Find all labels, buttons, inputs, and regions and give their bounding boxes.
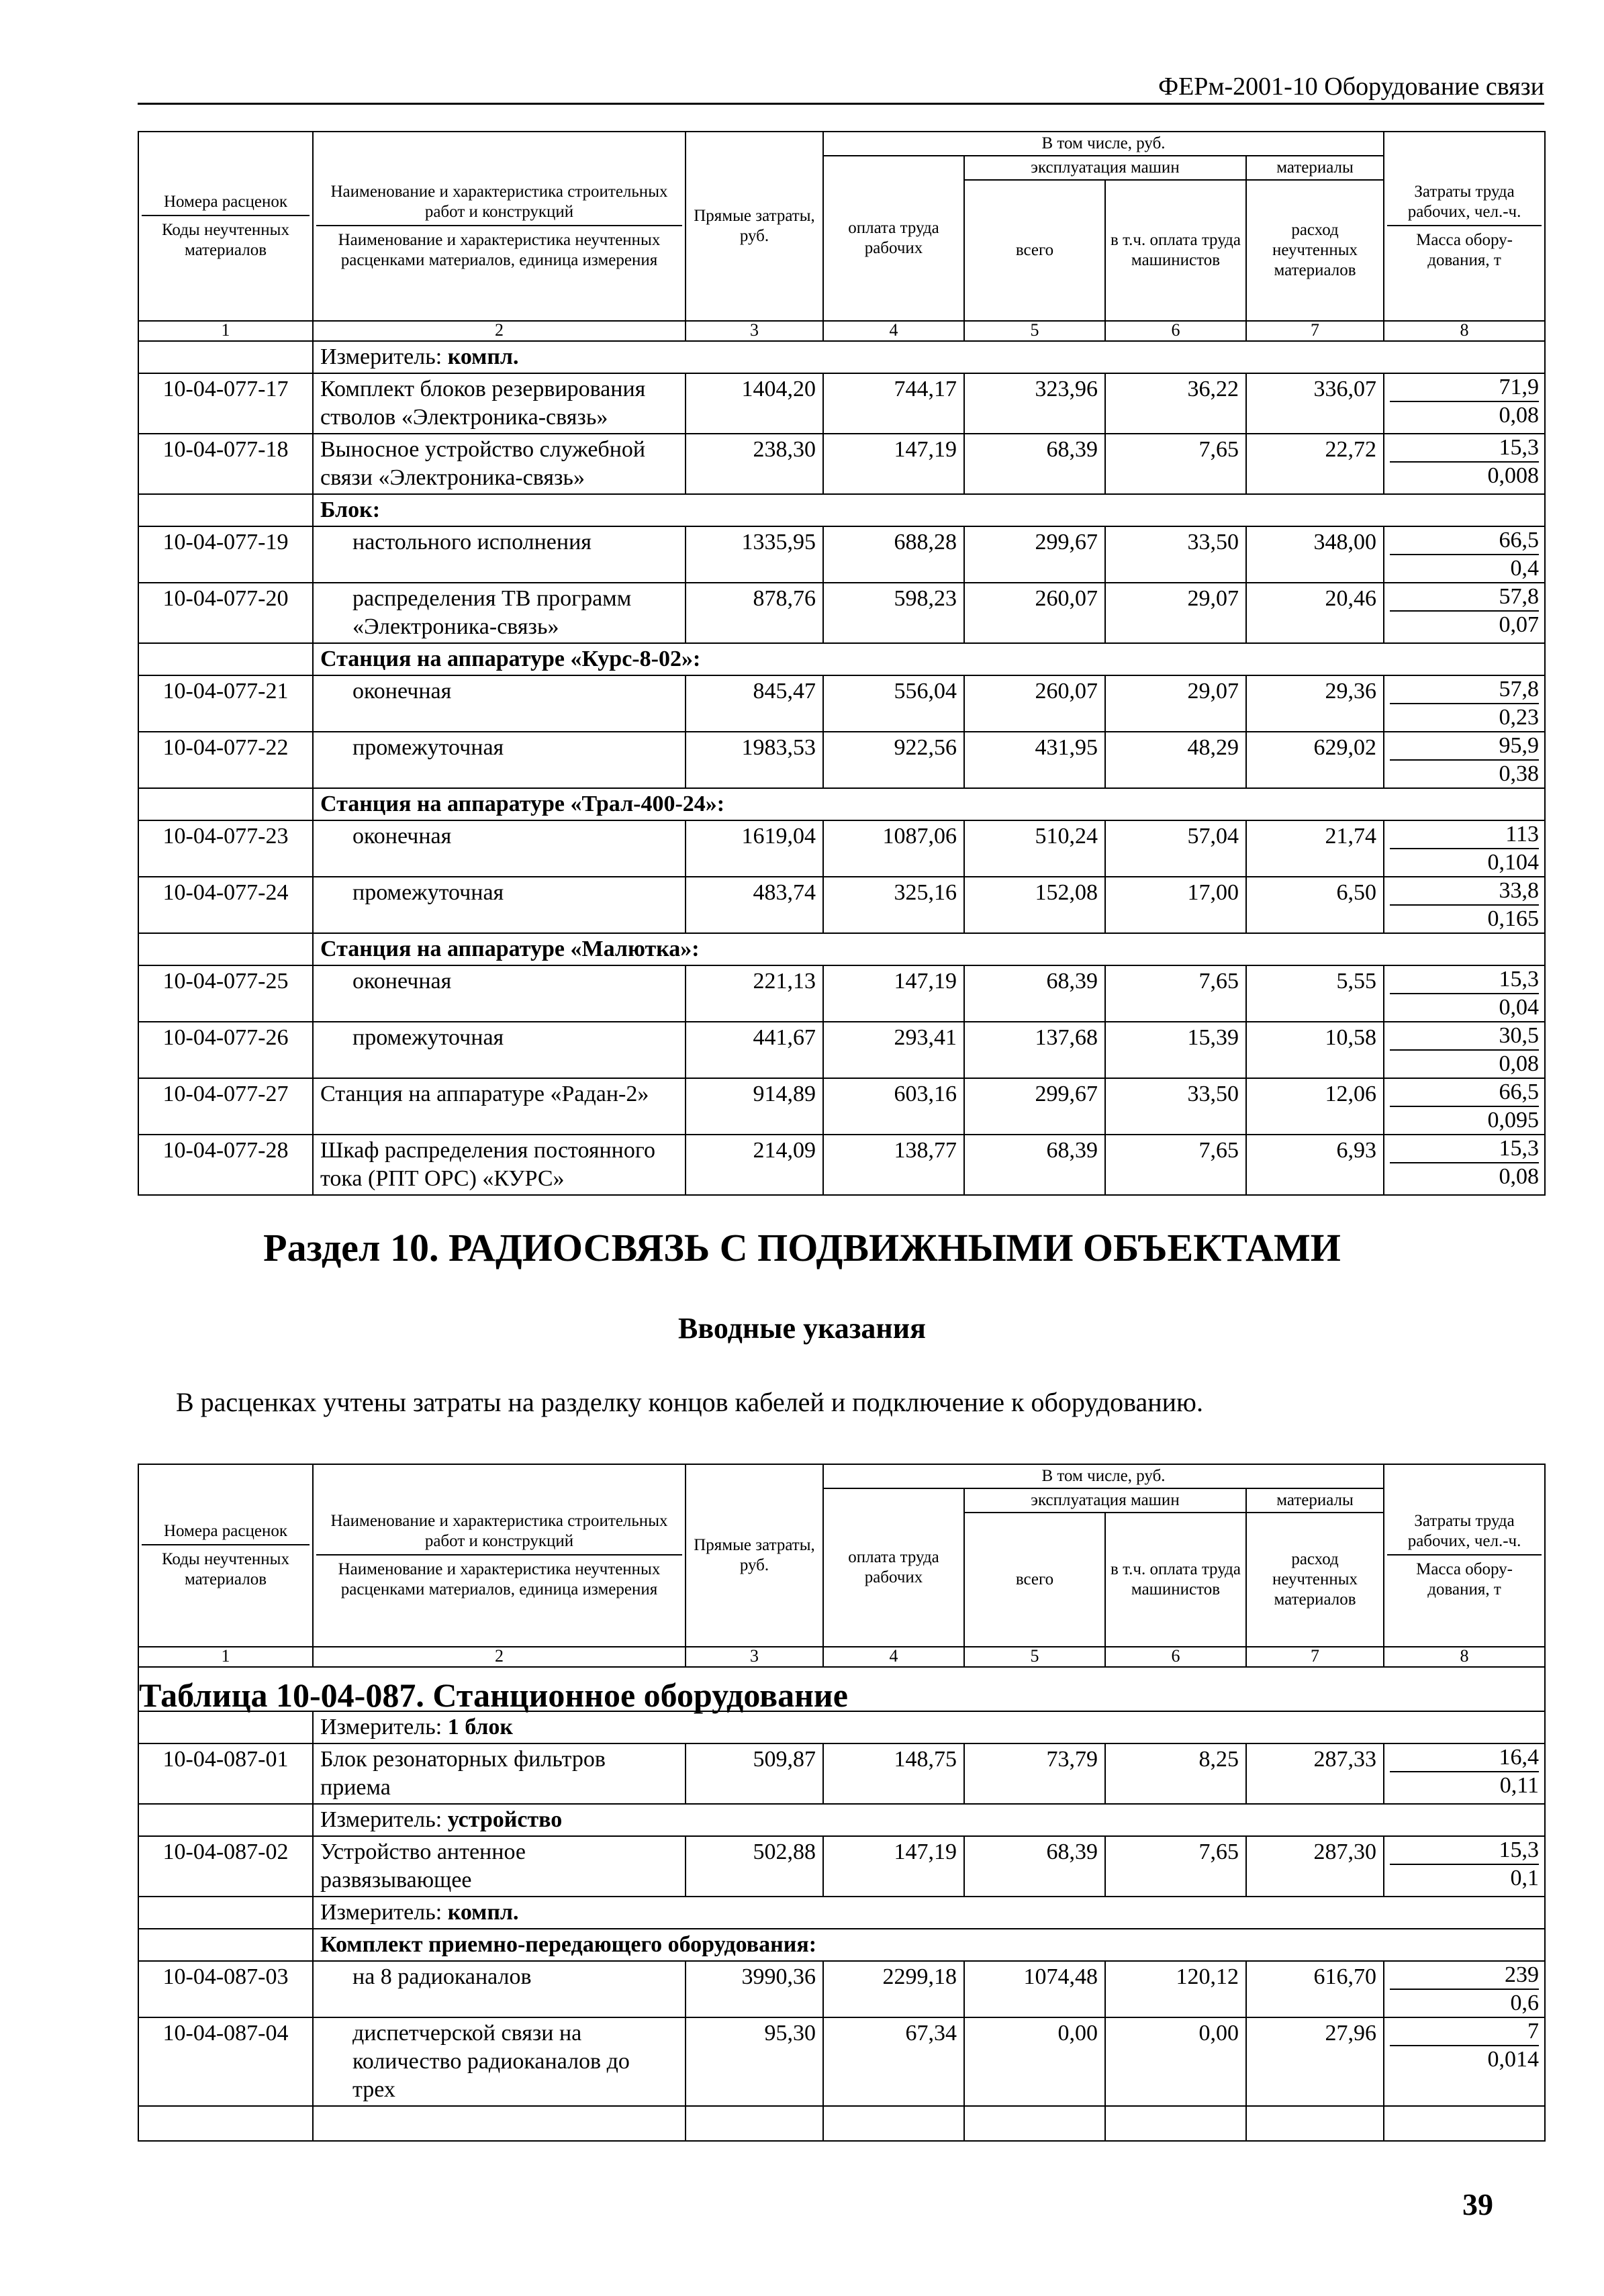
meter-row: Измеритель: компл.: [138, 341, 1545, 373]
meter-row: Измеритель: устройство: [138, 1804, 1545, 1836]
table-row: 10-04-087-01 Блок резонаторных фильтров приема 509,87 148,75 73,79 8,25 287,33 16,4 0,11: [138, 1743, 1545, 1804]
meter-row: Измеритель: компл.: [138, 1897, 1545, 1929]
col-unaccounted-header: расход неучтенных материалов: [1246, 1513, 1384, 1647]
header-row-top: [138, 132, 1545, 156]
col-materials-header: материалы: [1246, 1488, 1384, 1513]
col-machinists-header: в т.ч. оплата труда машинистов: [1105, 180, 1246, 321]
col-name-header: Наименование и характеристика строительных работ и конструкций Наименование и характеристика неучтенных расценками материалов, единица измерения: [313, 132, 686, 321]
col-codes-header: Номера расценок Коды неучтенных материалов: [138, 1464, 313, 1647]
column-numbers-row: 1 2 3 4 5 6 7 8: [138, 1647, 1545, 1667]
col-labor-mass-header: Затраты труда рабочих, чел.-ч. Масса обору-дования, т: [1384, 132, 1545, 321]
table-row: 10-04-077-21 оконечная 845,47 556,04 260,07 29,07 29,36 57,8 0,23: [138, 675, 1545, 732]
col-labor-mass-header: Затраты труда рабочих, чел.-ч. Масса обору-дования, т: [1384, 1464, 1545, 1647]
group-label-row: Блок:: [138, 494, 1545, 526]
col-incl-header: В том числе, руб.: [823, 1464, 1384, 1488]
col-incl-header: В том числе, руб.: [823, 132, 1384, 156]
table-row: 10-04-077-23 оконечная 1619,04 1087,06 510,24 57,04 21,74 113 0,104: [138, 820, 1545, 877]
page-number: 39: [1462, 2187, 1493, 2221]
col-machines-header: эксплуатация машин: [964, 156, 1246, 180]
section-subtitle: Вводные указания: [678, 1312, 926, 1345]
col-labor-header: оплата труда рабочих: [823, 1488, 964, 1647]
table-row: 10-04-077-28 Шкаф распределения постоянного тока (РПТ ОРС) «КУРС» 214,09 138,77 68,39 7,65 6,93 15,3 0,08: [138, 1135, 1545, 1195]
col-unaccounted-header: расход неучтенных материалов: [1246, 180, 1384, 321]
table-row: 10-04-077-19 настольного исполнения 1335,95 688,28 299,67 33,50 348,00 66,5 0,4: [138, 526, 1545, 583]
col-direct-header: Прямые затраты, руб.: [686, 132, 823, 321]
table-row: 10-04-077-24 промежуточная 483,74 325,16 152,08 17,00 6,50 33,8 0,165: [138, 877, 1545, 933]
intro-text: В расценках учтены затраты на разделку концов кабелей и подключение к оборудованию.: [176, 1387, 1203, 1417]
group-label-row: Станция на аппаратуре «Малютка»:: [138, 933, 1545, 965]
col-machines-header: эксплуатация машин: [964, 1488, 1246, 1513]
col-total-header: всего: [964, 180, 1105, 321]
table-row: 10-04-077-22 промежуточная 1983,53 922,56 431,95 48,29 629,02 95,9 0,38: [138, 732, 1545, 788]
table-row: 10-04-077-25 оконечная 221,13 147,19 68,39 7,65 5,55 15,3 0,04: [138, 965, 1545, 1022]
table-row: 10-04-077-27 Станция на аппаратуре «Радан-2» 914,89 603,16 299,67 33,50 12,06 66,5 0,095: [138, 1078, 1545, 1135]
col-labor-header: оплата труда рабочих: [823, 156, 964, 321]
table-row: 10-04-077-20 распределения ТВ программ «Электроника-связь» 878,76 598,23 260,07 29,07 20,46 57,8 0,07: [138, 583, 1545, 643]
col-direct-header: Прямые затраты, руб.: [686, 1464, 823, 1647]
table-title-row: [138, 1667, 1545, 1711]
col-codes-header: Номера расценок Коды неучтенных материалов: [138, 132, 313, 321]
column-numbers-row: 1 2 3 4 5 6 7 8: [138, 321, 1545, 341]
rates-table-1: [138, 131, 1546, 1196]
col-total-header: всего: [964, 1513, 1105, 1647]
rates-table-2: [138, 1464, 1546, 2142]
table-row: 10-04-077-18 Выносное устройство служебной связи «Электроника-связь» 238,30 147,19 68,39 7,65 22,72 15,3 0,008: [138, 434, 1545, 494]
group-label-row: Станция на аппаратуре «Трал-400-24»:: [138, 788, 1545, 820]
col-materials-header: материалы: [1246, 156, 1384, 180]
section-title: Раздел 10. РАДИОСВЯЗЬ С ПОДВИЖНЫМИ ОБЪЕКТАМИ: [263, 1226, 1341, 1270]
running-title: ФЕРм-2001-10 Оборудование связи: [138, 70, 1544, 105]
header-row-top: [138, 1464, 1545, 1488]
table-row: 10-04-087-03 на 8 радиоканалов 3990,36 2299,18 1074,48 120,12 616,70 239 0,6: [138, 1961, 1545, 2017]
meter-row: Измеритель: 1 блок: [138, 1711, 1545, 1743]
table-row: 10-04-087-04 диспетчерской связи на количество радиоканалов до трех 95,30 67,34 0,00 0,00 27,96 7 0,014: [138, 2017, 1545, 2106]
group-label-row: Комплект приемно-передающего оборудования:: [138, 1929, 1545, 1961]
table-row: 10-04-077-26 промежуточная 441,67 293,41 137,68 15,39 10,58 30,5 0,08: [138, 1022, 1545, 1078]
table-row: 10-04-077-17 Комплект блоков резервирования стволов «Электроника-связь» 1404,20 744,17 323,96 36,22 336,07 71,9 0,08: [138, 373, 1545, 434]
table-title: Таблица 10-04-087. Станционное оборудование: [138, 1667, 1545, 1711]
table-row: 10-04-087-02 Устройство антенное развязывающее 502,88 147,19 68,39 7,65 287,30 15,3 0,1: [138, 1836, 1545, 1897]
group-label-row: Станция на аппаратуре «Курс-8-02»:: [138, 643, 1545, 675]
col-name-header: Наименование и характеристика строительных работ и конструкций Наименование и характеристика неучтенных расценками материалов, единица измерения: [313, 1464, 686, 1647]
col-machinists-header: в т.ч. оплата труда машинистов: [1105, 1513, 1246, 1647]
